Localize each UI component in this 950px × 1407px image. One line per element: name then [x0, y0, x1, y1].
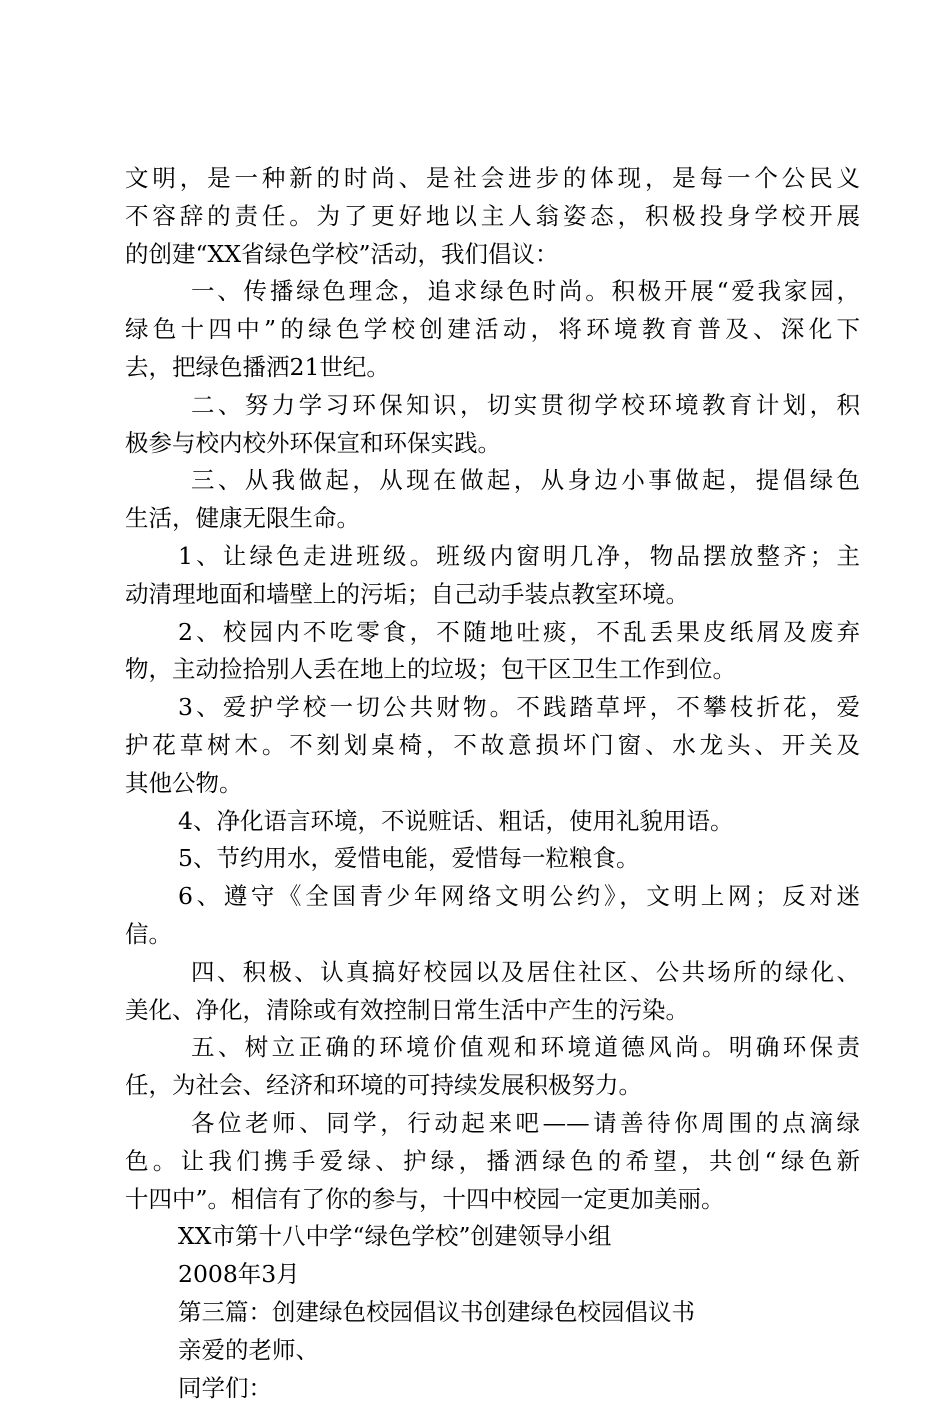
paragraph-line: 信。 — [125, 916, 860, 954]
paragraph-line: 动清理地面和墙壁上的污垢；自己动手装点教室环境。 — [125, 576, 860, 614]
paragraph-line: 四、积极、认真搞好校园以及居住社区、公共场所的绿化、 — [125, 954, 860, 992]
paragraph-line: 文明，是一种新的时尚、是社会进步的体现，是每一个公民义 — [125, 160, 860, 198]
paragraph-line: 十四中”。相信有了你的参与，十四中校园一定更加美丽。 — [125, 1181, 860, 1219]
paragraph-line: 二、努力学习环保知识，切实贯彻学校环境教育计划，积 — [125, 387, 860, 425]
paragraph-line: 4、净化语言环境，不说赃话、粗话，使用礼貌用语。 — [125, 803, 860, 841]
paragraph-line: 不容辞的责任。为了更好地以主人翁姿态，积极投身学校开展 — [125, 198, 860, 236]
paragraph-line: 各位老师、同学，行动起来吧——请善待你周围的点滴绿 — [125, 1105, 860, 1143]
document-body — [125, 160, 860, 1407]
paragraph-line: 2、校园内不吃零食，不随地吐痰，不乱丢果皮纸屑及废弃 — [125, 614, 860, 652]
paragraph-line: 绿色十四中”的绿色学校创建活动，将环境教育普及、深化下 — [125, 311, 860, 349]
salutation-line: 同学们： — [125, 1370, 860, 1407]
paragraph-line: 三、从我做起，从现在做起，从身边小事做起，提倡绿色 — [125, 462, 860, 500]
paragraph-line: 护花草树木。不刻划桌椅，不故意损坏门窗、水龙头、开关及 — [125, 727, 860, 765]
paragraph-line: 去，把绿色播洒21世纪。 — [125, 349, 860, 387]
paragraph-line: 物，主动捡拾别人丢在地上的垃圾；包干区卫生工作到位。 — [125, 651, 860, 689]
signature-organization: XX市第十八中学“绿色学校”创建领导小组 — [125, 1218, 860, 1256]
paragraph-line: 美化、净化，清除或有效控制日常生活中产生的污染。 — [125, 992, 860, 1030]
paragraph-line: 6、遵守《全国青少年网络文明公约》，文明上网；反对迷 — [125, 878, 860, 916]
paragraph-line: 一、传播绿色理念，追求绿色时尚。积极开展“爱我家园， — [125, 273, 860, 311]
paragraph-line: 的创建“XX省绿色学校”活动，我们倡议： — [125, 236, 860, 274]
paragraph-line: 色。让我们携手爱绿、护绿，播洒绿色的希望，共创“绿色新 — [125, 1143, 860, 1181]
paragraph-line: 任，为社会、经济和环境的可持续发展积极努力。 — [125, 1067, 860, 1105]
paragraph-line: 生活，健康无限生命。 — [125, 500, 860, 538]
paragraph-line: 5、节约用水，爱惜电能，爱惜每一粒粮食。 — [125, 840, 860, 878]
section-heading: 第三篇：创建绿色校园倡议书创建绿色校园倡议书 — [125, 1294, 860, 1332]
paragraph-line: 极参与校内校外环保宣和环保实践。 — [125, 425, 860, 463]
paragraph-line: 1、让绿色走进班级。班级内窗明几净，物品摆放整齐；主 — [125, 538, 860, 576]
signature-date: 2008年3月 — [125, 1256, 860, 1294]
paragraph-line: 其他公物。 — [125, 765, 860, 803]
paragraph-line: 五、树立正确的环境价值观和环境道德风尚。明确环保责 — [125, 1029, 860, 1067]
salutation-line: 亲爱的老师、 — [125, 1332, 860, 1370]
paragraph-line: 3、爱护学校一切公共财物。不践踏草坪，不攀枝折花，爱 — [125, 689, 860, 727]
